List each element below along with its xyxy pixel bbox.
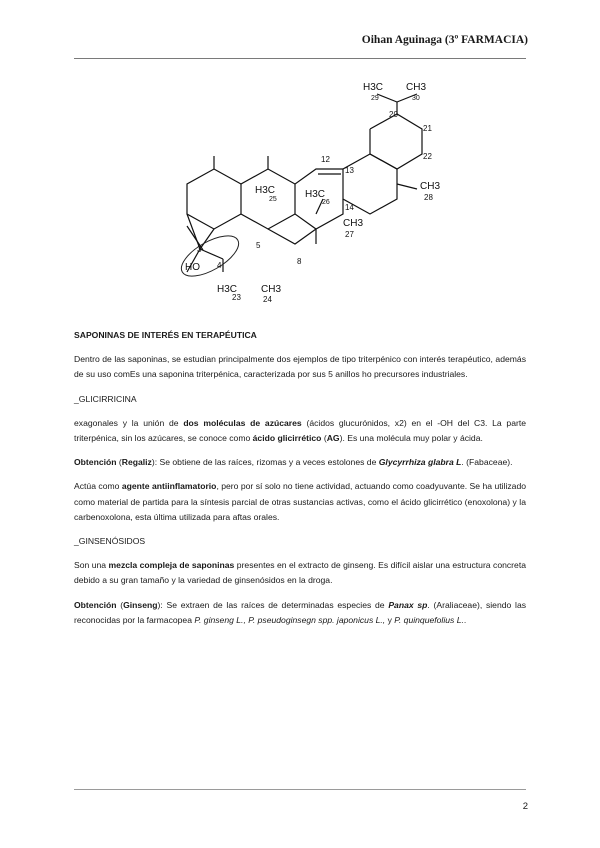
label-21: 21 — [423, 124, 432, 133]
ginsenosidos-obtencion-paragraph: Obtención (Ginseng): Se extraen de las raíces de determinadas especies de Panax sp. (Araliaceae), siendo las reconocidas por la farmacopea P. ginseng L., P. pseudoginsegn spp. japonicus L., y P. quinquefolius L.. — [74, 599, 527, 625]
section-title: SAPONINAS DE INTERÉS EN TERAPÉUTICA — [74, 330, 257, 340]
label-26: 26 — [322, 199, 330, 206]
label-23: 23 — [232, 293, 241, 302]
label-27: 27 — [345, 230, 354, 239]
label-25: 25 — [269, 196, 277, 203]
ginsenosidos-description-paragraph: Son una mezcla compleja de saponinas presentes en el extracto de ginseng. Es difícil aislar una estructura concreta debido a su gran tamaño y la variedad de ginsenósidos en la droga. — [74, 560, 526, 586]
header-author: Oihan Aguinaga (3º FARMACIA) — [361, 34, 528, 46]
label-h3c-23: H3C — [217, 284, 238, 295]
glicirricina-structure-paragraph: exagonales y la unión de dos moléculas de azúcares (ácidos glucurónidos, x2) en el -OH del C3. La parte triterpénica, sin los azúcares, se conoce como ácido glicirrético (AG). Es una molécula muy polar y ácida. — [74, 417, 527, 444]
label-24: 24 — [263, 295, 272, 304]
label-ch3-28: CH3 — [420, 181, 441, 192]
glicirricina-heading: _GLICIRRICINA — [74, 393, 137, 404]
label-ho: HO — [185, 262, 200, 273]
page-number: 2 — [522, 801, 528, 812]
triterpene-structure-diagram — [165, 74, 455, 310]
label-22: 22 — [423, 152, 432, 161]
ginsenosidos-heading: _GINSENÓSIDOS — [74, 536, 146, 547]
glicirricina-obtencion-paragraph: Obtención (Regaliz): Se obtiene de las raíces, rizomas y a veces estolones de Glycyrrhiza glabra L. (Fabaceae). — [74, 457, 513, 468]
header-rule — [74, 58, 526, 59]
glicirricina-actividad-paragraph: Actúa como agente antiinflamatorio, pero por sí solo no tiene actividad, actuando como coadyuvante. Se ha utilizado como material de partida para la síntesis parcial de otras sustancias activas, como el ácido glicirrético (enoxolona) y la carbenoxolona, esta última utilizada para aftas orales. — [74, 481, 527, 522]
c3-highlight-ellipse — [175, 228, 244, 284]
footer-rule — [74, 789, 526, 790]
label-13: 13 — [345, 166, 354, 175]
label-ch3-27: CH3 — [343, 218, 364, 229]
label-29: 29 — [371, 95, 379, 102]
label-14: 14 — [345, 203, 354, 212]
label-h3c-29: H3C — [363, 82, 384, 93]
label-28: 28 — [424, 193, 433, 202]
label-ch3-24: CH3 — [261, 284, 282, 295]
intro-paragraph: Dentro de las saponinas, se estudian principalmente dos ejemplos de tipo triterpénico con interés terapéutico, además de su uso comEs una saponina triterpénica, caracterizada por sus 5 anillos ho precursores industriales. — [74, 354, 526, 380]
label-h3c-25: H3C — [255, 185, 276, 196]
label-12: 12 — [321, 155, 330, 164]
document-body — [74, 328, 526, 637]
label-3: 3 — [197, 245, 202, 254]
label-30: 30 — [412, 95, 420, 102]
label-5: 5 — [256, 241, 261, 250]
label-8: 8 — [297, 257, 302, 266]
label-20: 20 — [389, 110, 398, 119]
structure-bonds — [187, 94, 422, 272]
label-ch3-30: CH3 — [406, 82, 427, 93]
label-4: 4 — [217, 261, 222, 270]
label-h3c-26: H3C — [305, 189, 326, 200]
